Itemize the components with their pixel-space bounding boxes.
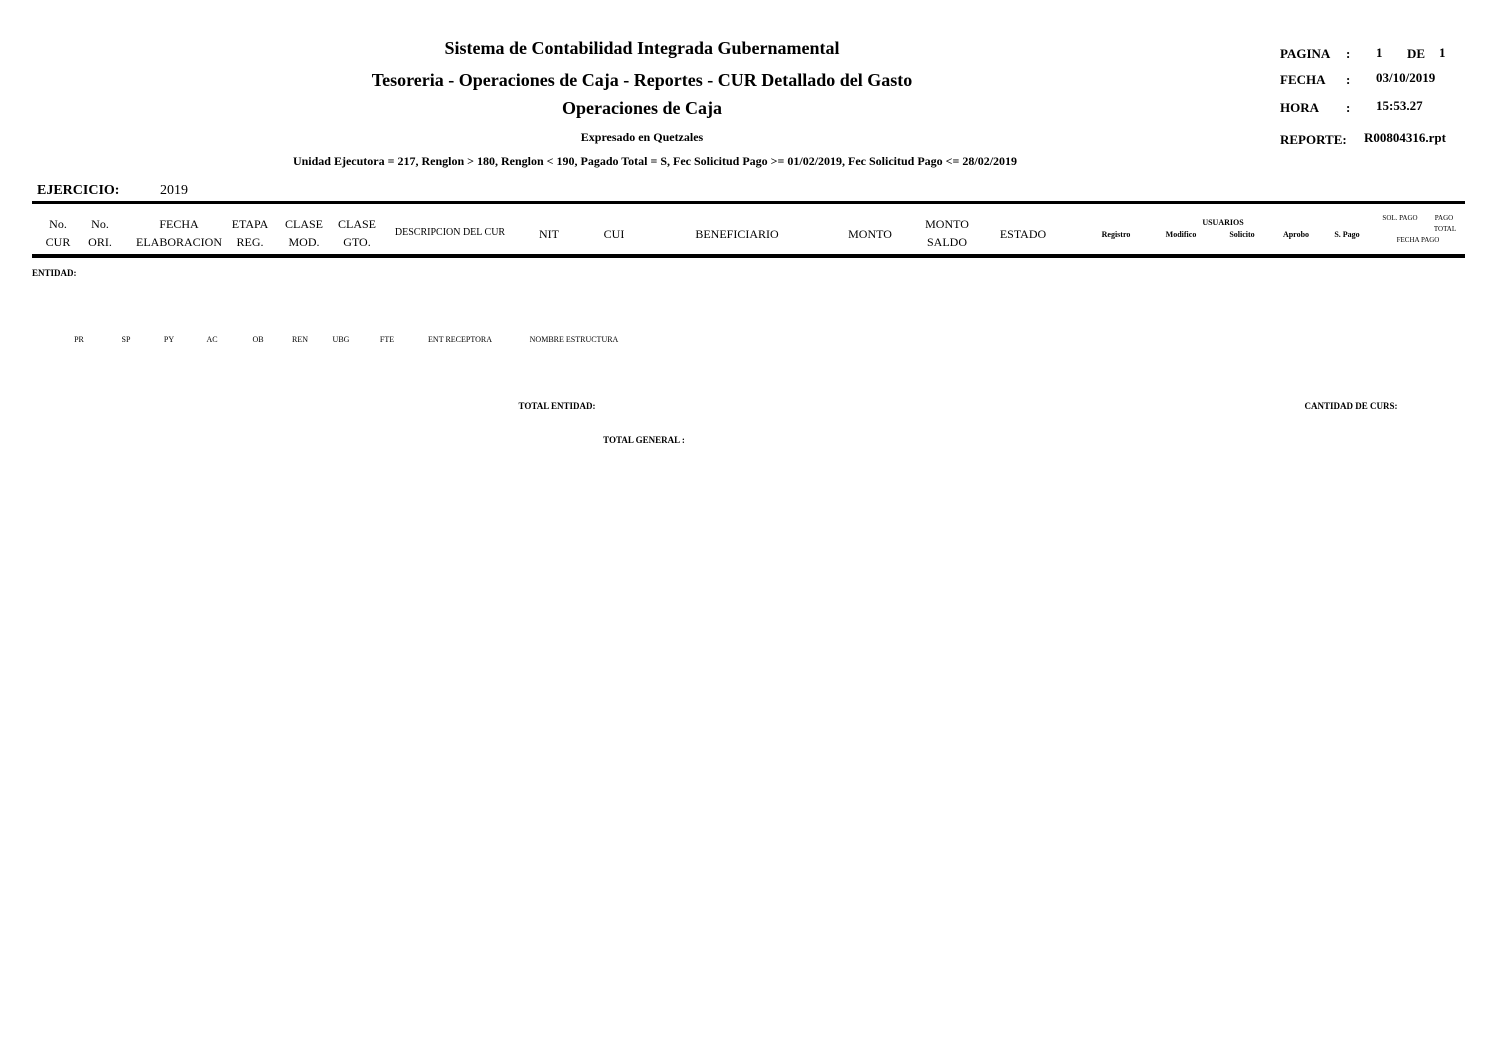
col-clase-mod-2: MOD. [288,235,320,249]
col-pago: PAGO [1434,214,1454,222]
fecha-label: FECHA [1280,72,1326,87]
col-cui: CUI [603,227,625,241]
cantidad-curs-label: CANTIDAD DE CURS: [1304,401,1398,411]
col-etapa-1: ETAPA [231,217,269,231]
col-clase-mod-1: CLASE [284,217,324,231]
col-nit: NIT [539,227,559,241]
col-solicito: Solicito [1229,230,1255,239]
pagina-value: 1 [1376,45,1383,60]
col-clase-gto-1: CLASE [337,217,377,231]
pagina-colon: : [1346,46,1351,61]
struct-py: PY [163,335,175,344]
entidad-label: ENTIDAD: [32,268,77,278]
struct-pr: PR [74,335,84,344]
col-no-cur-2: CUR [45,235,71,249]
col-fecha-pago: FECHA PAGO [1396,236,1440,244]
col-total: TOTAL [1433,225,1457,233]
col-monto: MONTO [848,227,892,241]
struct-ren: REN [292,335,308,344]
col-monto-saldo-2: SALDO [926,235,968,249]
col-descripcion: DESCRIPCION DEL CUR [394,227,506,238]
col-beneficiario: BENEFICIARIO [695,227,779,241]
ejercicio-label: EJERCICIO: [37,183,120,198]
col-monto-saldo-1: MONTO [925,217,969,231]
col-clase-gto-2: GTO. [343,235,371,249]
col-fecha-1: FECHA [159,217,199,231]
header-bottom-rule [32,254,1465,258]
report-title: Sistema de Contabilidad Integrada Gubernamental [444,38,840,58]
report-section-title: Operaciones de Caja [562,98,722,118]
struct-ent-receptora: ENT RECEPTORA [428,335,492,344]
header-top-rule [32,201,1465,204]
ejercicio-value: 2019 [160,183,188,198]
fecha-value: 03/10/2019 [1376,70,1436,85]
report-subtitle: Tesoreria - Operaciones de Caja - Reportes - CUR Detallado del Gasto [371,70,913,90]
col-s-pago: S. Pago [1334,230,1360,239]
struct-nombre-estructura: NOMBRE ESTRUCTURA [529,335,619,344]
col-etapa-2: REG. [236,235,264,249]
struct-ubg: UBG [332,335,350,344]
col-fecha-2: ELABORACION [136,235,222,249]
fecha-colon: : [1346,72,1351,87]
col-no-cur-1: No. [49,217,67,231]
total-general-label: TOTAL GENERAL : [603,435,685,445]
hora-value: 15:53.27 [1376,98,1423,113]
col-no-ori-2: ORI. [88,235,112,249]
total-entidad-label: TOTAL ENTIDAD: [518,401,596,411]
struct-fte: FTE [379,335,395,344]
filter-criteria: Unidad Ejecutora = 217, Renglon > 180, Renglon < 190, Pagado Total = S, Fec Solicitud Pago >= 01/02/2019, Fec Solicitud Pago <= 28/02/2019 [292,154,1018,168]
col-modifico: Modifico [1165,230,1197,239]
de-value: 1 [1439,45,1446,60]
col-registro: Registro [1101,230,1131,239]
reporte-label: REPORTE: [1280,132,1347,147]
de-label: DE [1407,46,1426,61]
currency-note: Expresado en Quetzales [580,130,704,144]
reporte-value: R00804316.rpt [1364,130,1446,145]
hora-colon: : [1346,100,1351,115]
pagina-label: PAGINA [1280,46,1331,61]
hora-label: HORA [1280,100,1319,115]
struct-ob: OB [252,335,264,344]
struct-ac: AC [206,335,218,344]
col-no-ori-1: No. [91,217,109,231]
col-sol-pago: SOL. PAGO [1382,214,1418,222]
col-aprobo: Aprobo [1282,230,1310,239]
col-estado: ESTADO [999,227,1047,241]
col-usuarios: USUARIOS [1202,218,1244,227]
struct-sp: SP [121,335,131,344]
